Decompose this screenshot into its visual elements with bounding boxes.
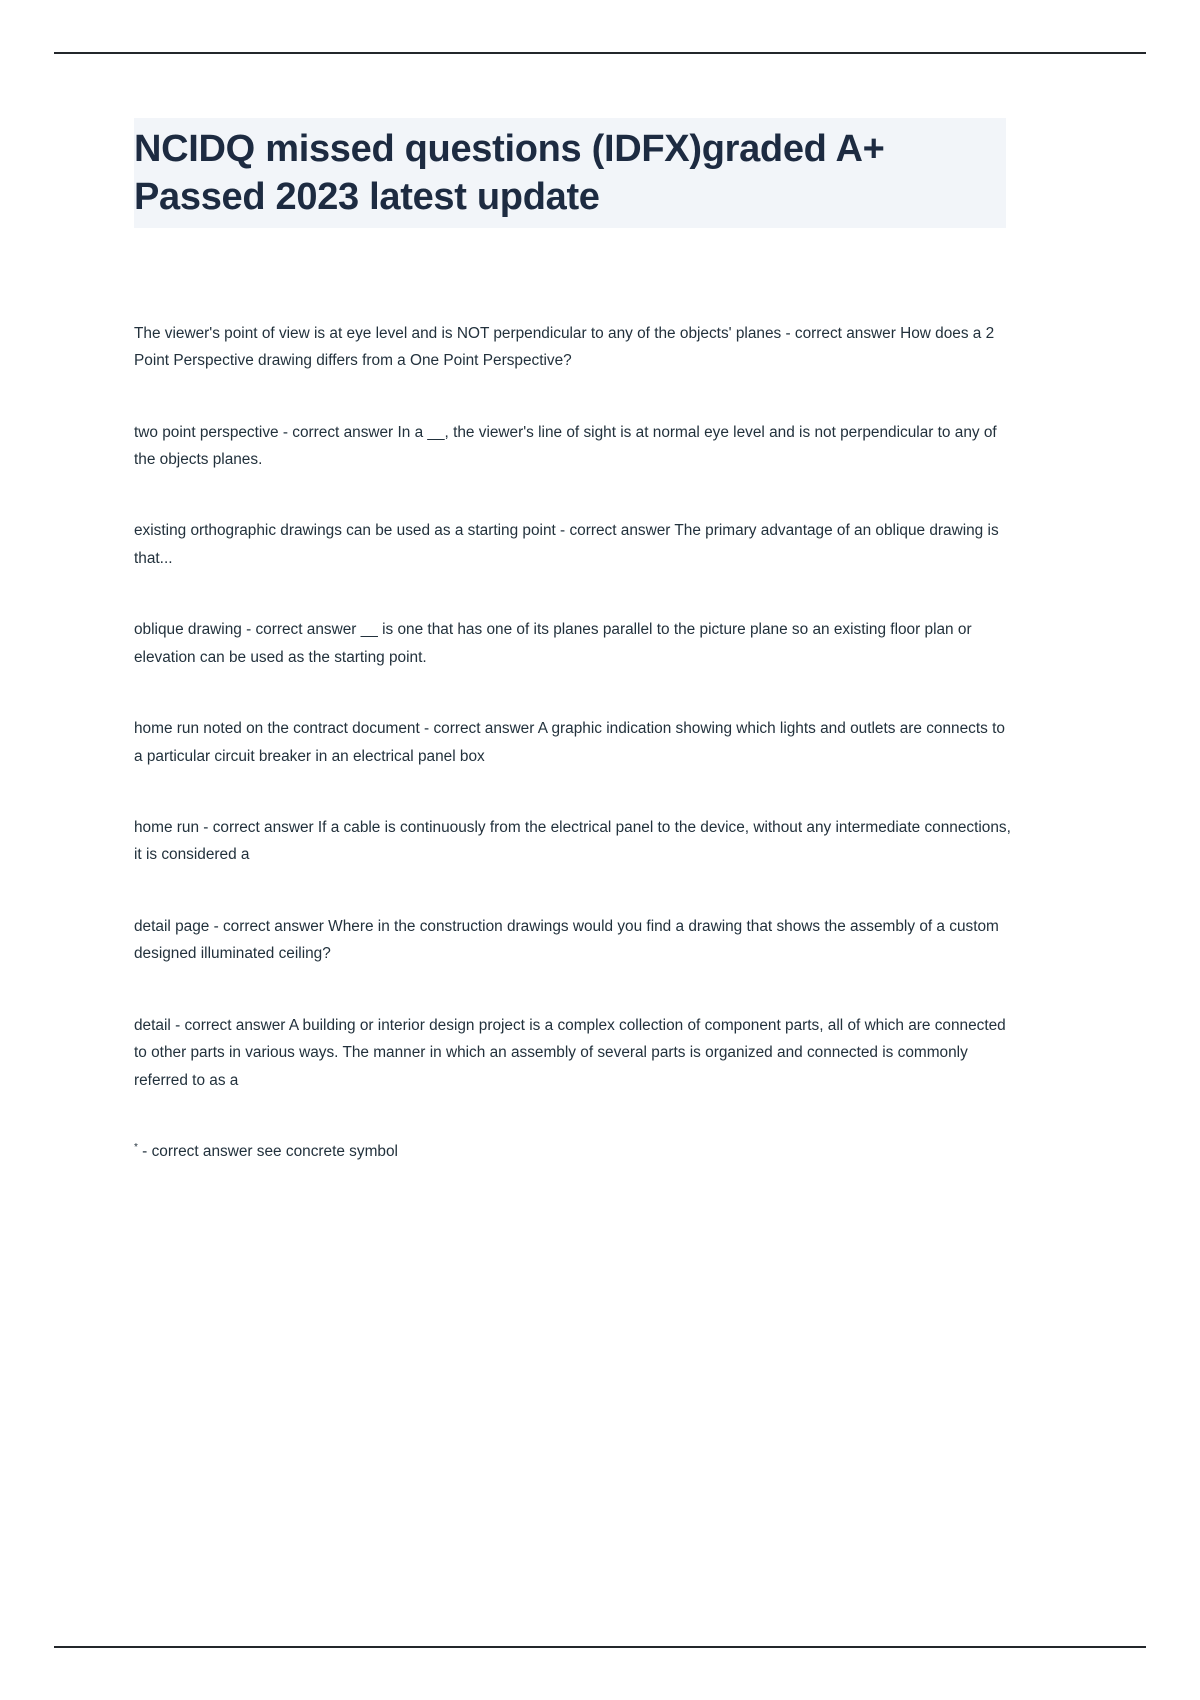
footnote-marker: * — [134, 1141, 138, 1153]
document-content — [134, 118, 1012, 1165]
document-body — [134, 320, 1012, 1166]
page-title: NCIDQ missed questions (IDFX)graded A+ Passed 2023 latest update — [134, 118, 1006, 228]
header-divider — [54, 52, 1146, 54]
paragraph: oblique drawing - correct answer __ is one that has one of its planes parallel to the picture plane so an existing floor plan or elevation can be used as the starting point. — [134, 621, 972, 666]
paragraph: existing orthographic drawings can be used as a starting point - correct answer The primary advantage of an oblique drawing is that... — [134, 522, 999, 567]
paragraph: detail page - correct answer Where in the construction drawings would you find a drawing that shows the assembly of a custom designed illuminated ceiling? — [134, 917, 999, 963]
footnote-text: - correct answer see concrete symbol — [137, 1142, 398, 1160]
paragraph: two point perspective - correct answer In a __, the viewer's line of sight is at normal eye level and is not perpendicular to any of the objects planes. — [134, 423, 997, 469]
paragraph: The viewer's point of view is at eye level and is NOT perpendicular to any of the objects' planes - correct answer How does a 2 Point Perspective drawing differs from a One Point Perspective? — [134, 324, 995, 370]
paragraph: home run noted on the contract document - correct answer A graphic indication showing which lights and outlets are connects to a particular circuit breaker in an electrical panel box — [134, 720, 1005, 765]
footer-divider — [54, 1646, 1146, 1648]
paragraph: detail - correct answer A building or interior design project is a complex collection of component parts, all of which are connected to other parts in various ways. The manner in which an assembly of several parts is organized and connected is commonly referred to as a — [134, 1016, 1006, 1089]
footnote-paragraph — [134, 1138, 1012, 1165]
paragraph: home run - correct answer If a cable is continuously from the electrical panel to the device, without any intermediate connections, it is considered a — [134, 818, 1011, 864]
